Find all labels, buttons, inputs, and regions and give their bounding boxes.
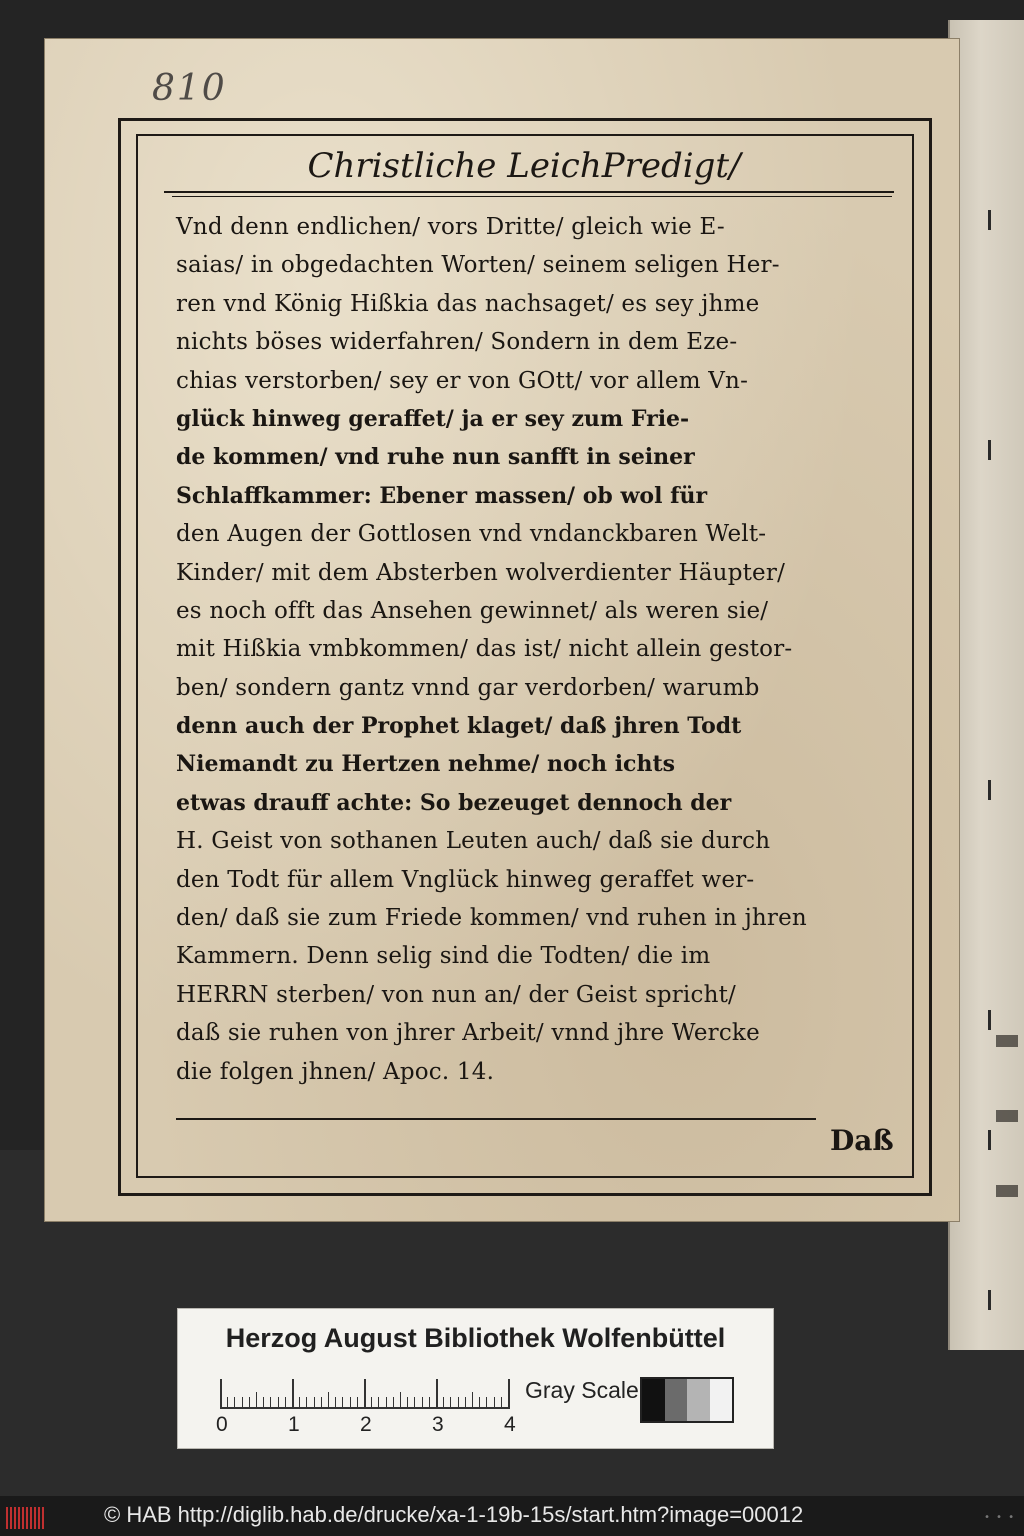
- ruler: [220, 1379, 510, 1409]
- ruler-tick: [422, 1397, 423, 1407]
- text-line: nichts böses widerfahren/ Sondern in dem Eze-: [176, 329, 738, 356]
- ruler-tick: [350, 1397, 351, 1407]
- ruler-number: 0: [216, 1413, 228, 1436]
- ruler-tick: [270, 1397, 271, 1407]
- text-line: Kammern. Denn selig sind die Todten/ die im: [176, 943, 711, 970]
- catchword: Daß: [830, 1124, 894, 1157]
- ruler-tick: [249, 1397, 250, 1407]
- library-name: Herzog August Bibliothek Wolfenbüttel: [225, 1323, 726, 1353]
- gray-swatch: [710, 1379, 733, 1421]
- text-line: Vnd denn endlichen/ vors Dritte/ gleich wie E-: [176, 214, 725, 240]
- text-line: chias verstorben/ sey er von GOtt/ vor allem Vn-: [176, 367, 749, 394]
- text-line: ren vnd König Hißkia das nachsaget/ es sey jhme: [176, 290, 760, 317]
- ruler-tick: [220, 1379, 222, 1407]
- text-line: de kommen/ vnd ruhe nun sanfft in seiner: [176, 444, 695, 471]
- text-line: mit Hißkia vmbkommen/ das ist/ nicht allein gestor-: [176, 636, 793, 663]
- ruler-tick: [393, 1397, 394, 1407]
- ruler-tick: [501, 1397, 502, 1407]
- ruler-tick: [263, 1397, 264, 1407]
- ruler-tick: [508, 1379, 510, 1407]
- ruler-tick: [285, 1397, 286, 1407]
- ruler-tick: [357, 1397, 358, 1407]
- ruler-number: 3: [432, 1413, 444, 1436]
- ruler-tick: [364, 1379, 366, 1407]
- text-line: den/ daß sie zum Friede kommen/ vnd ruhen in jhren: [176, 905, 807, 932]
- ruler-tick: [429, 1397, 430, 1407]
- ruler-tick: [278, 1397, 279, 1407]
- footer-bar: [0, 1496, 1024, 1536]
- ruler-tick: [299, 1397, 300, 1407]
- color-scale-card: [177, 1308, 774, 1449]
- ruler-tick: [472, 1392, 473, 1407]
- ruler-tick: [306, 1397, 307, 1407]
- ruler-tick: [342, 1397, 343, 1407]
- body-text: [176, 208, 900, 1091]
- text-line: daß sie ruhen von jhrer Arbeit/ vnnd jhre Wercke: [176, 1020, 760, 1047]
- ruler-tick: [479, 1397, 480, 1407]
- ruler-tick: [321, 1397, 322, 1407]
- footer-credit[interactable]: © HAB http://diglib.hab.de/drucke/xa-1-19b-15s/start.htm?image=00012: [104, 1502, 804, 1527]
- ruler-tick: [335, 1397, 336, 1407]
- gray-swatch: [687, 1379, 710, 1421]
- footer-marker: • • •: [984, 1512, 1015, 1523]
- ruler-tick: [450, 1397, 451, 1407]
- ruler-tick: [314, 1397, 315, 1407]
- gray-scale-label: Gray Scale: [525, 1377, 639, 1403]
- text-line: es noch offt das Ansehen gewinnet/ als weren sie/: [176, 597, 769, 624]
- gray-scale-swatches: [640, 1377, 734, 1423]
- text-line: Niemandt zu Hertzen nehme/ noch ichts: [176, 751, 675, 778]
- ruler-tick: [458, 1397, 459, 1407]
- ruler-number: 2: [360, 1413, 372, 1436]
- bottom-rule: [176, 1118, 816, 1120]
- ruler-tick: [242, 1397, 243, 1407]
- ruler-numbers: [216, 1413, 536, 1439]
- barcode-icon: [6, 1507, 46, 1529]
- text-line: den Augen der Gottlosen vnd vndanckbaren Welt-: [176, 521, 767, 548]
- ruler-tick: [443, 1397, 444, 1407]
- book-page: [44, 38, 960, 1222]
- text-line: Kinder/ mit dem Absterben wolverdienter Häupter/: [176, 559, 786, 586]
- folio-number: 810: [152, 68, 227, 109]
- gray-swatch: [642, 1379, 665, 1421]
- ruler-tick: [465, 1397, 466, 1407]
- ruler-tick: [407, 1397, 408, 1407]
- ruler-tick: [378, 1397, 379, 1407]
- head-rule: [164, 191, 894, 193]
- running-head: Christliche LeichPredigt/: [307, 146, 741, 186]
- text-line: den Todt für allem Vnglück hinweg geraffet wer-: [176, 866, 755, 893]
- text-line: etwas drauff achte: So bezeuget dennoch der: [176, 789, 732, 816]
- text-line: glück hinweg geraffet/ ja er sey zum Frie-: [176, 405, 690, 432]
- ruler-number: 4: [504, 1413, 516, 1436]
- text-line: denn auch der Prophet klaget/ daß jhren Todt: [176, 713, 742, 740]
- ruler-tick: [436, 1379, 438, 1407]
- ruler-number: 1: [288, 1413, 300, 1436]
- text-line: die folgen jhnen/ Apoc. 14.: [176, 1058, 495, 1085]
- ruler-tick: [292, 1379, 294, 1407]
- text-line: Schlaffkammer: Ebener massen/ ob wol für: [176, 482, 708, 509]
- text-line: H. Geist von sothanen Leuten auch/ daß sie durch: [176, 828, 771, 855]
- ruler-tick: [400, 1392, 401, 1407]
- gray-swatch: [665, 1379, 688, 1421]
- ruler-tick: [371, 1397, 372, 1407]
- ruler-tick: [494, 1397, 495, 1407]
- text-line: ben/ sondern gantz vnnd gar verdorben/ warumb: [176, 674, 760, 701]
- text-line: saias/ in obgedachten Worten/ seinem seligen Her-: [176, 252, 780, 279]
- ruler-tick: [234, 1397, 235, 1407]
- ruler-tick: [386, 1397, 387, 1407]
- ruler-tick: [227, 1397, 228, 1407]
- ruler-tick: [328, 1392, 329, 1407]
- text-line: HERRN sterben/ von nun an/ der Geist spricht/: [176, 981, 736, 1008]
- head-rule-second: [172, 196, 892, 197]
- ruler-tick: [256, 1392, 257, 1407]
- ruler-tick: [486, 1397, 487, 1407]
- ruler-tick: [414, 1397, 415, 1407]
